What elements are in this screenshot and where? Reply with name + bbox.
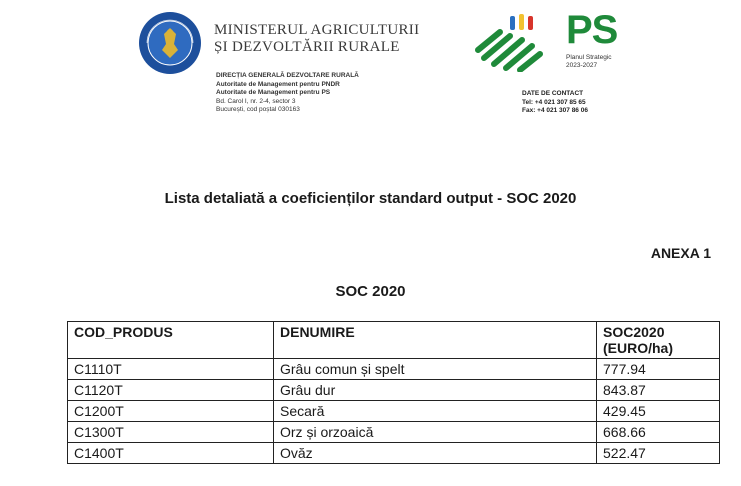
- contact-tel: Tel: +4 021 307 85 65: [522, 98, 586, 106]
- cell-name: Grâu comun și spelt: [274, 359, 597, 380]
- cell-code: C1300T: [68, 422, 274, 443]
- cell-value: 668.66: [597, 422, 720, 443]
- ministry-line-1: MINISTERUL AGRICULTURII: [214, 22, 420, 38]
- header-denumire: DENUMIRE: [274, 322, 597, 359]
- cell-value: 843.87: [597, 380, 720, 401]
- cell-code: C1200T: [68, 401, 274, 422]
- cell-value: 522.47: [597, 443, 720, 464]
- authority-ps: Autoritate de Management pentru PS: [216, 89, 331, 96]
- header-soc2020: SOC2020 (EURO/ha): [597, 322, 720, 359]
- ps-subtitle-2: 2023-2027: [566, 62, 598, 69]
- table-row: [68, 422, 720, 443]
- address-line-2: București, cod poștal 030163: [216, 106, 300, 113]
- cell-name: Grâu dur: [274, 380, 597, 401]
- cell-name: Secară: [274, 401, 597, 422]
- contact-fax: Fax: +4 021 307 86 06: [522, 107, 588, 114]
- ps-logo-subtitle: [566, 54, 612, 70]
- cell-code: C1400T: [68, 443, 274, 464]
- table-row: [68, 380, 720, 401]
- cell-value: 777.94: [597, 359, 720, 380]
- directorate-block: [216, 72, 359, 115]
- table-row: [68, 359, 720, 380]
- ministry-name: [214, 22, 419, 56]
- cell-name: Orz și orzoaică: [274, 422, 597, 443]
- annex-label: ANEXA 1: [650, 245, 711, 261]
- cell-code: C1110T: [68, 359, 274, 380]
- cell-value: 429.45: [597, 401, 720, 422]
- contact-block: [522, 90, 588, 116]
- directorate-name: DIRECȚIA GENERALĂ DEZVOLTARE RURALĂ: [216, 72, 359, 79]
- header-cod-produs: COD_PRODUS: [68, 322, 274, 359]
- strategic-plan-logo-icon: [470, 10, 560, 72]
- cell-code: C1120T: [68, 380, 274, 401]
- ministry-line-2: ȘI DEZVOLTĂRII RURALE: [214, 39, 400, 55]
- authority-pndr: Autoritate de Management pentru PNDR: [216, 80, 340, 88]
- table-title: SOC 2020: [335, 283, 406, 300]
- table-row: [68, 401, 720, 422]
- cell-name: Ovăz: [274, 443, 597, 464]
- government-seal-logo: [137, 10, 203, 76]
- contact-title: DATE DE CONTACT: [522, 90, 584, 97]
- soc-table: [67, 321, 720, 464]
- document-title: Lista detaliată a coeficienților standard output - SOC 2020: [164, 190, 577, 207]
- ps-logo-text: PS: [566, 8, 618, 52]
- table-row: [68, 443, 720, 464]
- address-line-1: Bd. Carol I, nr. 2-4, sector 3: [216, 97, 296, 105]
- ps-subtitle-1: Planul Strategic: [566, 54, 612, 61]
- table-header-row: [68, 322, 720, 359]
